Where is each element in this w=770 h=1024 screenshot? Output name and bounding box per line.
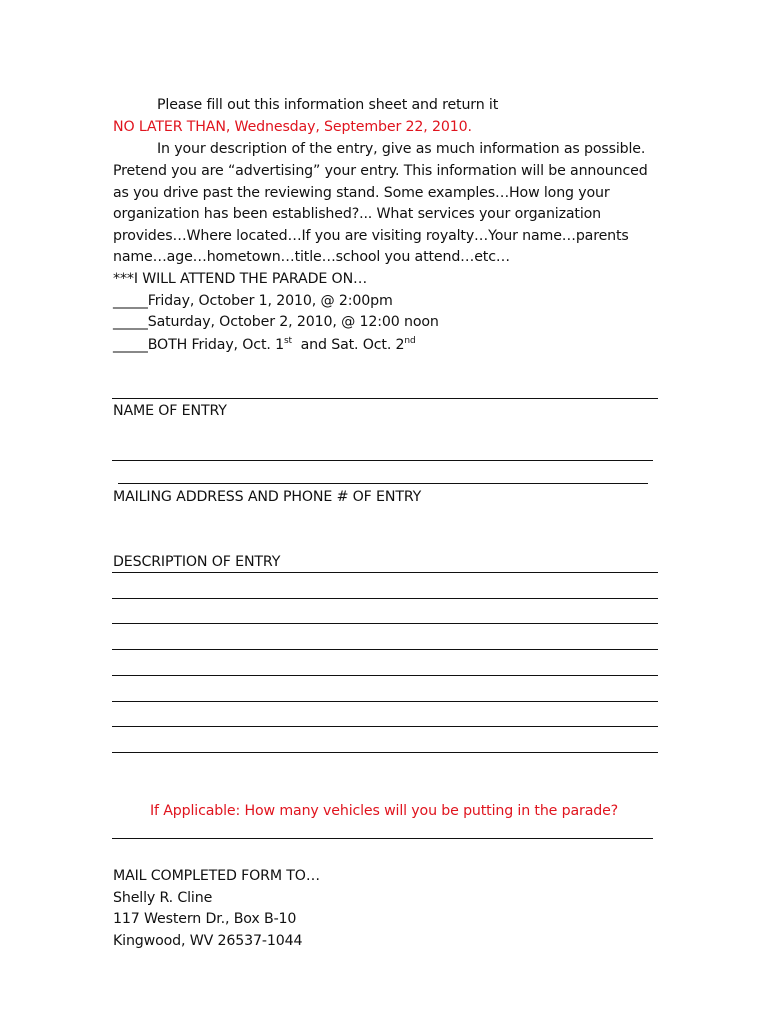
address-line-1[interactable] (112, 460, 653, 461)
attend-option-saturday[interactable]: _____Saturday, October 2, 2010, @ 12:00 noon (113, 314, 439, 330)
description-of-entry-label: DESCRIPTION OF ENTRY (113, 554, 281, 570)
description-instructions-line: provides…Where located…If you are visiting royalty…Your name…parents (113, 228, 629, 244)
description-line[interactable] (112, 675, 658, 676)
name-of-entry-label: NAME OF ENTRY (113, 403, 227, 419)
attend-option-both[interactable] (113, 335, 416, 355)
description-line[interactable] (112, 752, 658, 753)
address-line-2[interactable] (118, 483, 648, 484)
attend-heading: ***I WILL ATTEND THE PARADE ON… (113, 271, 368, 287)
mail-to-heading: MAIL COMPLETED FORM TO… (113, 868, 320, 884)
attend-both-prefix: _____BOTH Friday, Oct. 1 (113, 337, 284, 353)
vehicles-question: If Applicable: How many vehicles will you be putting in the parade? (150, 803, 619, 819)
attend-both-middle: and Sat. Oct. 2 (291, 337, 405, 353)
description-line[interactable] (112, 726, 658, 727)
description-line[interactable] (112, 649, 658, 650)
mail-city-state-zip: Kingwood, WV 26537-1044 (113, 933, 303, 949)
name-entry-line[interactable] (112, 398, 658, 399)
description-line[interactable] (112, 598, 658, 599)
vehicles-answer-line[interactable] (112, 838, 653, 839)
description-line[interactable] (112, 701, 658, 702)
mailing-address-label: MAILING ADDRESS AND PHONE # OF ENTRY (113, 489, 422, 505)
mail-street-address: 117 Western Dr., Box B-10 (113, 911, 297, 927)
deadline-text: NO LATER THAN, Wednesday, September 22, 2010. (113, 119, 472, 135)
description-instructions-line: name…age…hometown…title…school you attend…etc… (113, 249, 510, 265)
description-instructions-line: as you drive past the reviewing stand. Some examples…How long your (113, 185, 610, 201)
mail-recipient-name: Shelly R. Cline (113, 890, 213, 906)
description-line[interactable] (112, 572, 658, 573)
superscript-nd: nd (404, 336, 416, 346)
attend-option-friday[interactable]: _____Friday, October 1, 2010, @ 2:00pm (113, 293, 393, 309)
description-instructions-line: Pretend you are “advertising” your entry. This information will be announced (113, 163, 648, 179)
superscript-st: st (283, 336, 292, 346)
description-instructions-line: In your description of the entry, give as much information as possible. (157, 141, 646, 157)
description-instructions-line: organization has been established?... What services your organization (113, 206, 602, 222)
description-line[interactable] (112, 623, 658, 624)
intro-line: Please fill out this information sheet and return it (157, 97, 499, 113)
